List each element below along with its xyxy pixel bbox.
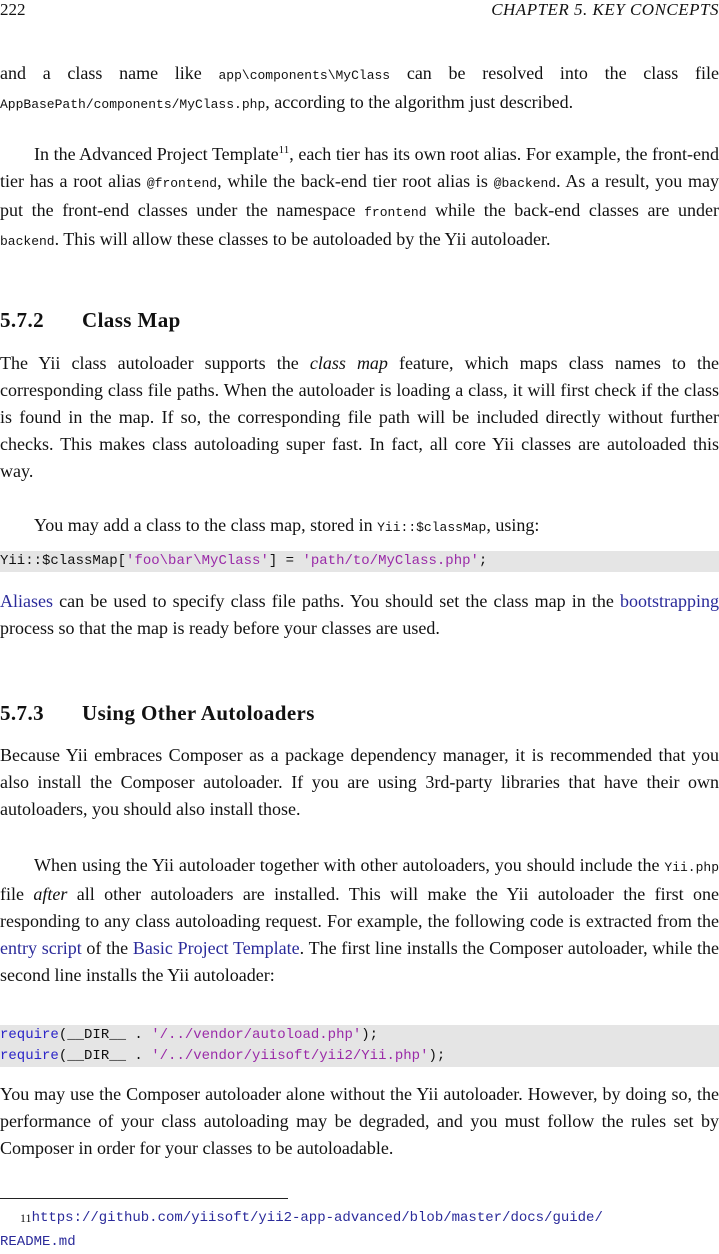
code-string: '/../vendor/autoload.php' [151, 1027, 362, 1043]
code-block-classmap [0, 551, 719, 572]
footnote-ref[interactable]: 11 [278, 144, 290, 156]
code-text: (__DIR__ . [58, 1048, 152, 1064]
text: . The first line installs the Composer autoloader, while the second line installs the Yii autoloader: [0, 938, 719, 985]
autoloaders-paragraph-2 [0, 852, 719, 989]
intro-paragraph-2 [0, 141, 719, 255]
code-line [0, 551, 719, 572]
section-title: Using Other Autoloaders [82, 701, 315, 725]
code-string: 'foo\bar\MyClass' [126, 553, 269, 569]
inline-code: app\components\MyClass [218, 68, 391, 83]
code-text: ] = [268, 553, 303, 569]
code-line [0, 1025, 719, 1046]
text: , according to the algorithm just described. [265, 92, 574, 112]
text: , each tier has its own root alias. For example, the front-end tier has a root alias [0, 144, 719, 191]
text: process so that the map is ready before your classes are used. [0, 618, 440, 638]
classmap-paragraph-2 [0, 512, 719, 541]
code-text: ); [428, 1048, 446, 1064]
running-header [0, 0, 719, 24]
code-block-require [0, 1025, 719, 1067]
text: . This will allow these classes to be autoloaded by the Yii autoloader. [54, 229, 551, 249]
intro-paragraph-1 [0, 60, 719, 118]
code-text: (__DIR__ . [58, 1027, 152, 1043]
text: can be resolved into the class file [390, 63, 719, 83]
footnote [0, 1206, 719, 1254]
text: In the Advanced Project Template [34, 144, 279, 164]
text: . As a result, you may put the front-end classes under the namespace [0, 171, 719, 220]
entry-script-link[interactable]: entry script [0, 938, 82, 958]
text: all other autoloaders are installed. This will make the Yii autoloader the first one responding to any class autoloading request. For example, the following code is extracted from the [0, 884, 719, 931]
inline-code: Yii.php [664, 860, 719, 875]
basic-project-template-link[interactable]: Basic Project Template [132, 938, 300, 958]
emphasis: class map [309, 353, 388, 373]
aliases-link[interactable]: Aliases [0, 591, 53, 611]
footnote-divider [0, 1198, 288, 1199]
code-keyword: require [0, 1027, 59, 1043]
text: of the [81, 938, 133, 958]
text: feature, which maps class names to the corresponding class file paths. When the autoloader is loading a class, it will first check if the class is found in the map. If so, the corresponding file path will be included directly without further checks. This makes class autoloading super fast. In fact, all core Yii classes are autoloaded this way. [0, 353, 719, 481]
inline-code: backend [0, 234, 55, 249]
section-title: Class Map [82, 308, 181, 332]
text: When using the Yii autoloader together with other autoloaders, you should include the [34, 855, 665, 875]
classmap-paragraph-1 [0, 350, 719, 485]
text: and a class name like [0, 63, 219, 83]
inline-code: @backend [493, 176, 557, 191]
code-string: 'path/to/MyClass.php' [302, 553, 479, 569]
inline-code: Yii::$classMap [377, 520, 487, 535]
page-number: 222 [0, 0, 26, 19]
footnote-url-line-1[interactable]: https://github.com/yiisoft/yii2-app-advanced/blob/master/docs/guide/ [31, 1210, 603, 1226]
code-line [0, 1046, 719, 1067]
inline-code: @frontend [146, 176, 218, 191]
section-number: 5.7.2 [0, 308, 44, 332]
text: The Yii class autoloader supports the [0, 353, 310, 373]
code-text: ; [478, 553, 488, 569]
text: , while the back-end tier root alias is [217, 171, 494, 191]
section-heading-572 [0, 308, 181, 333]
text: , using: [486, 515, 540, 535]
emphasis: after [33, 884, 68, 904]
section-number: 5.7.3 [0, 701, 44, 725]
text: You may add a class to the class map, stored in [34, 515, 378, 535]
text: file [0, 884, 34, 904]
footnote-mark: 11 [20, 1211, 32, 1225]
code-text: ); [361, 1027, 379, 1043]
code-string: '/../vendor/yiisoft/yii2/Yii.php' [151, 1048, 429, 1064]
classmap-paragraph-3 [0, 588, 719, 642]
chapter-title: CHAPTER 5. KEY CONCEPTS [491, 0, 719, 19]
bootstrapping-link[interactable]: bootstrapping [620, 591, 719, 611]
code-text: Yii::$classMap[ [0, 553, 127, 569]
autoloaders-paragraph-3: You may use the Composer autoloader alone without the Yii autoloader. However, by doing so, the performance of your class autoloading may be degraded, and you must follow the rules set by Composer in order for your classes to be autoloadable. [0, 1084, 719, 1158]
code-keyword: require [0, 1048, 59, 1064]
inline-code: AppBasePath/components/MyClass.php [0, 97, 266, 112]
inline-code: frontend [364, 205, 427, 220]
text: can be used to specify class file paths. You should set the class map in the [53, 591, 620, 611]
footnote-url-line-2[interactable]: README.md [0, 1234, 76, 1250]
section-heading-573 [0, 701, 315, 726]
autoloaders-paragraph-1: Because Yii embraces Composer as a package dependency manager, it is recommended that you also install the Composer autoloader. If you are using 3rd-party libraries that have their own autoloaders, you should also install those. [0, 745, 719, 819]
text: while the back-end classes are under [426, 200, 719, 220]
